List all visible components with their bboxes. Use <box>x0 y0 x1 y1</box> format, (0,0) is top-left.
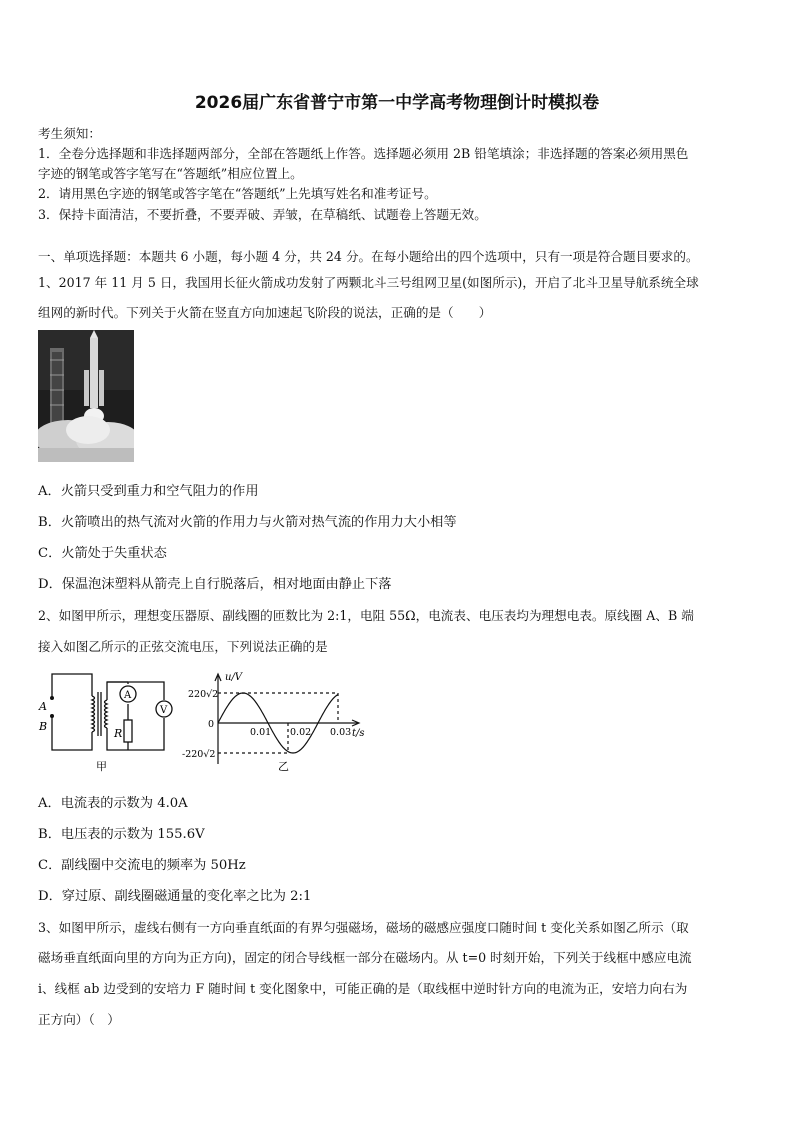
voltmeter-label: V <box>160 705 168 716</box>
question-2-text: 接入如图乙所示的正弦交流电压，下列说法正确的是 <box>38 639 328 654</box>
transformer-circuit-diagram <box>36 668 186 774</box>
page-title: 2026届广东省普宁市第一中学高考物理倒计时模拟卷 <box>194 93 600 113</box>
question-3-text: i、线框 ab 边受到的安培力 F 随时间 t 变化图象中，可能正确的是（取线框中逆时针方向的电流为正，安培力向右为 <box>38 981 688 996</box>
notice-line: 3．保持卡面清洁，不要折叠，不要弄破、弄皱，在草稿纸、试题卷上答题无效。 <box>38 207 487 222</box>
option-a[interactable]: A．火箭只受到重力和空气阻力的作用 <box>38 484 259 499</box>
graph-origin-label: 0 <box>208 719 215 730</box>
graph-tick-label: 0.02 <box>290 727 312 738</box>
question-3-text: 磁场垂直纸面向里的方向为正方向)，固定的闭合导线框一部分在磁场内。从 t=0 时刻开始，下列关于线框中感应电流 <box>38 950 692 965</box>
ammeter-label: A <box>124 690 132 701</box>
question-2-text: 2、如图甲所示，理想变压器原、副线圈的匝数比为 2:1，电阻 55Ω，电流表、电压表均为理想电表。原线圈 A、B 端 <box>38 608 694 623</box>
notice-line: 2．请用黑色字迹的钢笔或答字笔在“答题纸”上先填写姓名和准考证号。 <box>38 186 437 201</box>
option-c[interactable]: C．副线圈中交流电的频率为 50Hz <box>38 858 246 873</box>
figure-yi-caption: 乙 <box>278 760 289 773</box>
notice-heading: 考生须知： <box>38 126 101 141</box>
option-d[interactable]: D．保温泡沫塑料从箭壳上自行脱落后，相对地面由静止下落 <box>38 577 392 592</box>
graph-y-bottom-label: -220√2 <box>182 749 216 760</box>
terminal-b-label: B <box>39 720 48 733</box>
question-1-text: 1、2017 年 11 月 5 日，我国用长征火箭成功发射了两颗北斗三号组网卫星(如图所示)，开启了北斗卫星导航系统全球 <box>38 275 699 290</box>
option-b[interactable]: B．电压表的示数为 155.6V <box>38 827 205 842</box>
graph-tick-label: 0.01 <box>250 727 272 738</box>
figure-jia-caption: 甲 <box>96 760 107 773</box>
notice-line: 字迹的钢笔或答字笔写在“答题纸”相应位置上。 <box>38 166 303 181</box>
notice-line: 1．全卷分选择题和非选择题两部分，全部在答题纸上作答。选择题必须用 2B 铅笔填涂；非选择题的答案必须用黑色 <box>38 146 689 161</box>
terminal-a-label: A <box>39 700 47 713</box>
section-heading: 一、单项选择题：本题共 6 小题，每小题 4 分，共 24 分。在每小题给出的四个选项中，只有一项是符合题目要求的。 <box>38 249 699 264</box>
graph-x-axis-label: t/s <box>352 728 365 739</box>
voltage-sine-graph <box>180 668 380 774</box>
question-1-text: 组网的新时代。下列关于火箭在竖直方向加速起飞阶段的说法，正确的是（ ） <box>38 305 492 320</box>
question-3-text: 3、如图甲所示，虚线右侧有一方向垂直纸面的有界匀强磁场，磁场的磁感应强度口随时间 t 变化关系如图乙所示（取 <box>38 920 689 935</box>
rocket-launch-photo <box>38 330 134 462</box>
graph-y-axis-label: u/V <box>225 672 243 683</box>
option-d[interactable]: D．穿过原、副线圈磁通量的变化率之比为 2:1 <box>38 889 312 904</box>
option-b[interactable]: B．火箭喷出的热气流对火箭的作用力与火箭对热气流的作用力大小相等 <box>38 515 457 530</box>
graph-tick-label: 0.03 <box>330 727 352 738</box>
resistor-label: R <box>114 727 123 740</box>
graph-y-top-label: 220√2 <box>188 689 219 700</box>
option-a[interactable]: A．电流表的示数为 4.0A <box>38 796 188 811</box>
question-3-text: 正方向）（ ） <box>38 1012 120 1027</box>
option-c[interactable]: C．火箭处于失重状态 <box>38 546 167 561</box>
